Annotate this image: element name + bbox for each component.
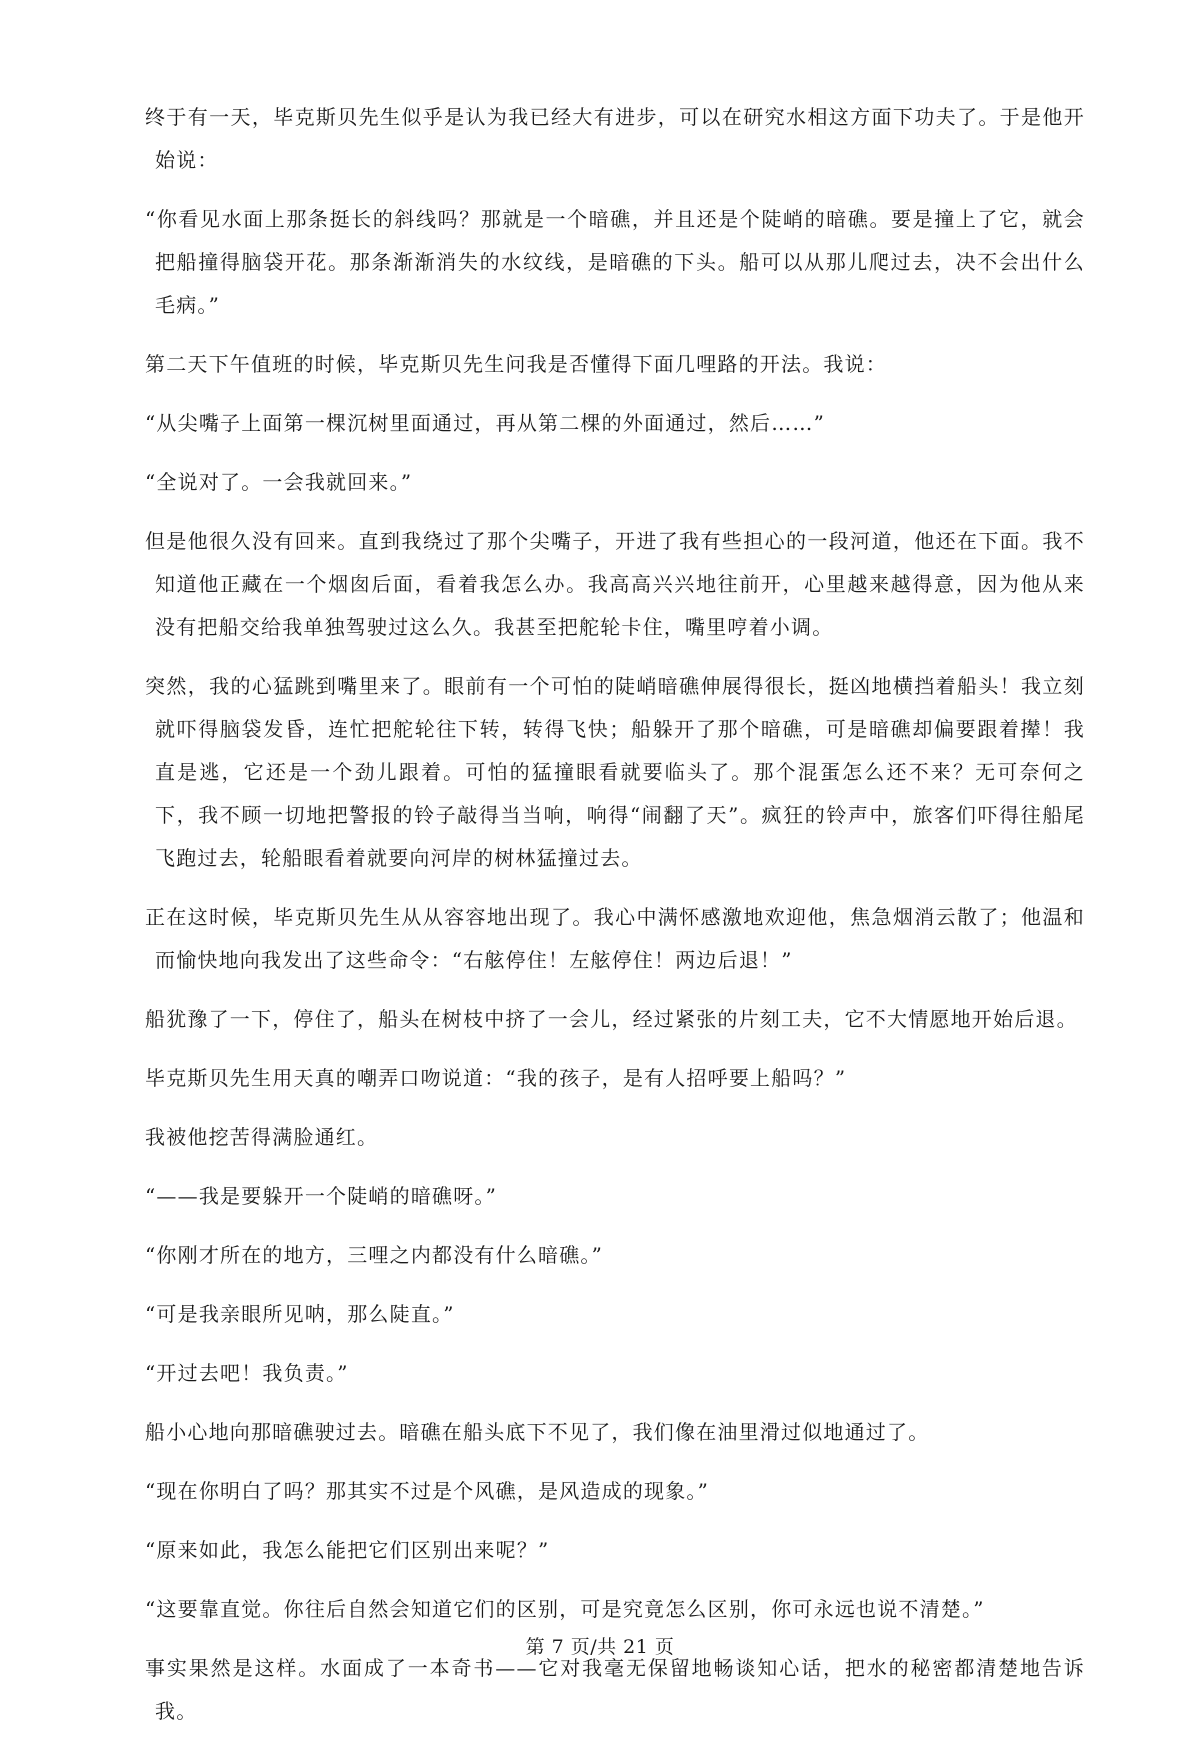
paragraph: 船犹豫了一下，停住了，船头在树枝中挤了一会儿，经过紧张的片刻工夫，它不大情愿地开始后退。	[145, 1007, 1078, 1031]
paragraph: “原来如此，我怎么能把它们区别出来呢？”	[145, 1538, 550, 1562]
paragraph: 正在这时候，毕克斯贝先生从从容容地出现了。我心中满怀感激地欢迎他，焦急烟消云散了；他温和而愉快地向我发出了这些命令：“右舷停住！左舷停住！两边后退！”	[145, 905, 1085, 972]
paragraph: 突然，我的心猛跳到嘴里来了。眼前有一个可怕的陡峭暗礁伸展得很长，挺凶地横挡着船头！我立刻就吓得脑袋发昏，连忙把舵轮往下转，转得飞快；船躲开了那个暗礁，可是暗礁却偏要跟着撵！我直是逃，它还是一个劲儿跟着。可怕的猛撞眼看就要临头了。那个混蛋怎么还不来？无可奈何之下，我不顾一切地把警报的铃子敲得当当响，响得“闹翻了天”。疯狂的铃声中，旅客们吓得往船尾飞跑过去，轮船眼看着就要向河岸的树林猛撞过去。	[145, 674, 1085, 870]
paragraph: “全说对了。一会我就回来。”	[145, 470, 413, 494]
paragraph: “你看见水面上那条挺长的斜线吗？那就是一个暗礁，并且还是个陡峭的暗礁。要是撞上了它，就会把船撞得脑袋开花。那条渐渐消失的水纹线，是暗礁的下头。船可以从那儿爬过去，决不会出什么毛病。”	[145, 207, 1085, 317]
paragraph: 但是他很久没有回来。直到我绕过了那个尖嘴子，开进了我有些担心的一段河道，他还在下面。我不知道他正藏在一个烟囱后面，看着我怎么办。我高高兴兴地往前开，心里越来越得意，因为他从来没有把船交给我单独驾驶过这么久。我甚至把舵轮卡住，嘴里哼着小调。	[145, 529, 1085, 639]
paragraph: “开过去吧！我负责。”	[145, 1361, 349, 1385]
paragraph: 船小心地向那暗礁驶过去。暗礁在船头底下不见了，我们像在油里滑过似地通过了。	[145, 1420, 930, 1444]
paragraph: “你刚才所在的地方，三哩之内都没有什么暗礁。”	[145, 1243, 604, 1267]
page-number-footer: 第 7 页/共 21 页	[525, 1636, 675, 1658]
paragraph: 事实果然是这样。水面成了一本奇书——它对我毫无保留地畅谈知心话，把水的秘密都清楚地告诉我。	[145, 1656, 1085, 1723]
paragraph: 毕克斯贝先生用天真的嘲弄口吻说道：“我的孩子，是有人招呼要上船吗？”	[145, 1066, 847, 1090]
paragraph: “可是我亲眼所见呐，那么陡直。”	[145, 1302, 455, 1326]
paragraph: “从尖嘴子上面第一棵沉树里面通过，再从第二棵的外面通过，然后……”	[145, 411, 826, 435]
paragraph: 第二天下午值班的时候，毕克斯贝先生问我是否懂得下面几哩路的开法。我说：	[145, 352, 887, 376]
paragraph: “现在你明白了吗？那其实不过是个风礁，是风造成的现象。”	[145, 1479, 710, 1503]
paragraph: 我被他挖苦得满脸通红。	[145, 1125, 379, 1149]
paragraph: “——我是要躲开一个陡峭的暗礁呀。”	[145, 1184, 498, 1208]
article-body	[145, 96, 1085, 1749]
paragraph: 终于有一天，毕克斯贝先生似乎是认为我已经大有进步，可以在研究水相这方面下功夫了。于是他开始说：	[145, 105, 1085, 172]
paragraph: “这要靠直觉。你往后自然会知道它们的区别，可是究竟怎么区别，你可永远也说不清楚。”	[145, 1597, 985, 1621]
